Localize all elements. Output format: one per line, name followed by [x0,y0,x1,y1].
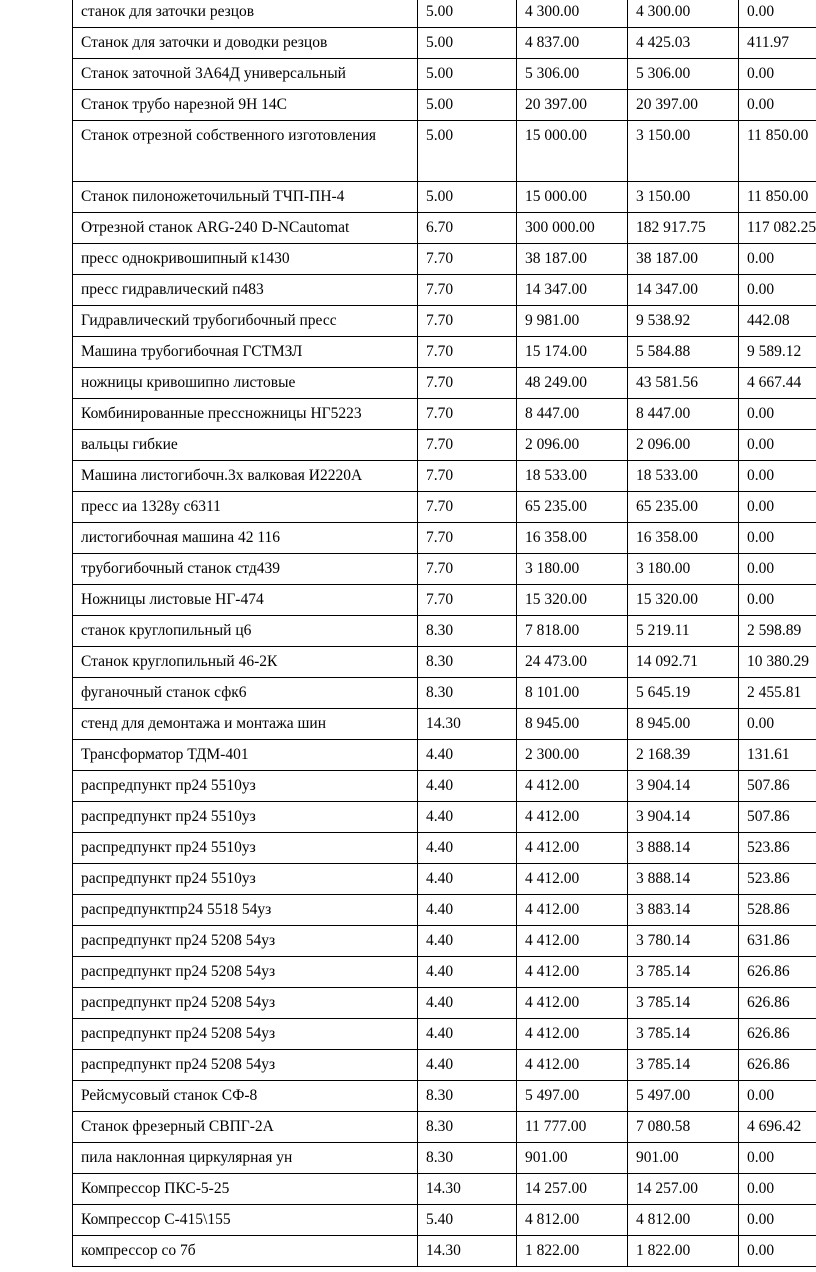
residual-value-cell: 626.86 [739,988,816,1019]
asset-name-cell: Станок для заточки и доводки резцов [73,28,418,59]
initial-cost-cell: 4 837.00 [517,28,628,59]
table-row [73,306,816,337]
table-row [73,678,816,709]
initial-cost-cell: 18 533.00 [517,461,628,492]
asset-name-cell: распредпункт пр24 5510уз [73,864,418,895]
asset-name-cell: листогибочная машина 42 116 [73,523,418,554]
depreciation-cell: 2 096.00 [628,430,739,461]
table-row [73,399,816,430]
table-row [73,461,816,492]
initial-cost-cell: 38 187.00 [517,244,628,275]
asset-name-cell: распредпункт пр24 5208 54уз [73,1019,418,1050]
asset-name-cell: компрессор со 7б [73,1236,418,1267]
table-row [73,213,816,244]
residual-value-cell: 0.00 [739,1236,816,1267]
rate-cell: 4.40 [418,771,517,802]
rate-cell: 7.70 [418,368,517,399]
depreciation-cell: 5 645.19 [628,678,739,709]
table-row [73,802,816,833]
rate-cell: 4.40 [418,802,517,833]
table-row [73,988,816,1019]
residual-value-cell: 0.00 [739,1205,816,1236]
initial-cost-cell: 2 096.00 [517,430,628,461]
rate-cell: 5.00 [418,90,517,121]
initial-cost-cell: 4 412.00 [517,957,628,988]
initial-cost-cell: 4 812.00 [517,1205,628,1236]
asset-name-cell: Машина трубогибочная ГСТМЗЛ [73,337,418,368]
depreciation-cell: 43 581.56 [628,368,739,399]
residual-value-cell: 11 850.00 [739,182,816,213]
initial-cost-cell: 4 412.00 [517,988,628,1019]
depreciation-cell: 14 347.00 [628,275,739,306]
residual-value-cell: 0.00 [739,59,816,90]
depreciation-cell: 8 945.00 [628,709,739,740]
depreciation-cell: 4 425.03 [628,28,739,59]
table-row [73,28,816,59]
initial-cost-cell: 5 306.00 [517,59,628,90]
initial-cost-cell: 11 777.00 [517,1112,628,1143]
table-row [73,492,816,523]
rate-cell: 5.00 [418,121,517,182]
initial-cost-cell: 4 412.00 [517,1019,628,1050]
rate-cell: 6.70 [418,213,517,244]
depreciation-cell: 3 785.14 [628,988,739,1019]
depreciation-cell: 20 397.00 [628,90,739,121]
initial-cost-cell: 8 101.00 [517,678,628,709]
depreciation-cell: 3 785.14 [628,1050,739,1081]
initial-cost-cell: 300 000.00 [517,213,628,244]
table-row [73,647,816,678]
rate-cell: 7.70 [418,554,517,585]
asset-name-cell: Машина листогибочн.3х валковая И2220А [73,461,418,492]
asset-name-cell: Станок фрезерный СВПГ-2А [73,1112,418,1143]
asset-name-cell: пила наклонная циркулярная ун [73,1143,418,1174]
residual-value-cell: 0.00 [739,461,816,492]
residual-value-cell: 0.00 [739,244,816,275]
residual-value-cell: 0.00 [739,90,816,121]
asset-name-cell: Отрезной станок ARG-240 D-NCautomat [73,213,418,244]
asset-name-cell: станок круглопильный ц6 [73,616,418,647]
depreciation-cell: 5 219.11 [628,616,739,647]
initial-cost-cell: 15 320.00 [517,585,628,616]
table-row [73,182,816,213]
table-row [73,1050,816,1081]
depreciation-cell: 8 447.00 [628,399,739,430]
residual-value-cell: 0.00 [739,585,816,616]
asset-name-cell: Станок круглопильный 46-2К [73,647,418,678]
depreciation-cell: 2 168.39 [628,740,739,771]
rate-cell: 4.40 [418,988,517,1019]
table-row [73,957,816,988]
residual-value-cell: 0.00 [739,709,816,740]
table-row [73,244,816,275]
depreciation-cell: 3 888.14 [628,864,739,895]
rate-cell: 8.30 [418,1112,517,1143]
asset-name-cell: стенд для демонтажа и монтажа шин [73,709,418,740]
asset-name-cell: распредпунктпр24 5518 54уз [73,895,418,926]
table-row [73,1174,816,1205]
depreciation-cell: 3 785.14 [628,1019,739,1050]
residual-value-cell: 4 696.42 [739,1112,816,1143]
rate-cell: 14.30 [418,709,517,740]
residual-value-cell: 9 589.12 [739,337,816,368]
rate-cell: 4.40 [418,740,517,771]
depreciation-cell: 5 584.88 [628,337,739,368]
rate-cell: 14.30 [418,1236,517,1267]
depreciation-cell: 3 888.14 [628,833,739,864]
asset-name-cell: Компрессор С-415\155 [73,1205,418,1236]
asset-name-cell: Станок отрезной собственного изготовления [73,121,418,182]
table-row [73,864,816,895]
initial-cost-cell: 7 818.00 [517,616,628,647]
rate-cell: 7.70 [418,430,517,461]
initial-cost-cell: 9 981.00 [517,306,628,337]
rate-cell: 4.40 [418,926,517,957]
rate-cell: 4.40 [418,957,517,988]
residual-value-cell: 11 850.00 [739,121,816,182]
initial-cost-cell: 4 300.00 [517,0,628,28]
initial-cost-cell: 15 000.00 [517,182,628,213]
table-row [73,1143,816,1174]
residual-value-cell: 507.86 [739,802,816,833]
depreciation-cell: 3 780.14 [628,926,739,957]
rate-cell: 14.30 [418,1174,517,1205]
asset-name-cell: Комбинированные прессножницы НГ5223 [73,399,418,430]
depreciation-cell: 65 235.00 [628,492,739,523]
residual-value-cell: 0.00 [739,399,816,430]
depreciation-cell: 15 320.00 [628,585,739,616]
initial-cost-cell: 20 397.00 [517,90,628,121]
residual-value-cell: 0.00 [739,0,816,28]
fixed-assets-table [72,0,816,1267]
depreciation-cell: 16 358.00 [628,523,739,554]
initial-cost-cell: 4 412.00 [517,771,628,802]
initial-cost-cell: 8 945.00 [517,709,628,740]
residual-value-cell: 626.86 [739,957,816,988]
initial-cost-cell: 4 412.00 [517,833,628,864]
depreciation-cell: 1 822.00 [628,1236,739,1267]
residual-value-cell: 442.08 [739,306,816,337]
rate-cell: 5.00 [418,28,517,59]
residual-value-cell: 117 082.25 [739,213,816,244]
residual-value-cell: 523.86 [739,833,816,864]
initial-cost-cell: 2 300.00 [517,740,628,771]
table-row [73,368,816,399]
depreciation-cell: 18 533.00 [628,461,739,492]
table-row [73,59,816,90]
asset-name-cell: распредпункт пр24 5208 54уз [73,926,418,957]
initial-cost-cell: 4 412.00 [517,926,628,957]
table-row [73,121,816,182]
asset-name-cell: Станок пилоножеточильный ТЧП-ПН-4 [73,182,418,213]
initial-cost-cell: 901.00 [517,1143,628,1174]
asset-name-cell: Станок трубо нарезной 9Н 14С [73,90,418,121]
asset-name-cell: пресс гидравлический п483 [73,275,418,306]
depreciation-cell: 3 785.14 [628,957,739,988]
initial-cost-cell: 24 473.00 [517,647,628,678]
depreciation-cell: 5 497.00 [628,1081,739,1112]
table-row [73,771,816,802]
rate-cell: 4.40 [418,833,517,864]
asset-name-cell: распредпункт пр24 5510уз [73,833,418,864]
rate-cell: 4.40 [418,1019,517,1050]
asset-name-cell: пресс однокривошипный к1430 [73,244,418,275]
rate-cell: 7.70 [418,306,517,337]
rate-cell: 7.70 [418,244,517,275]
depreciation-cell: 3 883.14 [628,895,739,926]
initial-cost-cell: 65 235.00 [517,492,628,523]
initial-cost-cell: 4 412.00 [517,864,628,895]
residual-value-cell: 507.86 [739,771,816,802]
depreciation-cell: 901.00 [628,1143,739,1174]
table-row [73,709,816,740]
depreciation-cell: 182 917.75 [628,213,739,244]
residual-value-cell: 528.86 [739,895,816,926]
depreciation-cell: 4 812.00 [628,1205,739,1236]
asset-name-cell: Ножницы листовые НГ-474 [73,585,418,616]
asset-name-cell: Станок заточной 3А64Д универсальный [73,59,418,90]
table-row [73,895,816,926]
table-row [73,1019,816,1050]
rate-cell: 7.70 [418,492,517,523]
table-row [73,337,816,368]
residual-value-cell: 4 667.44 [739,368,816,399]
table-row [73,1205,816,1236]
residual-value-cell: 411.97 [739,28,816,59]
rate-cell: 8.30 [418,678,517,709]
residual-value-cell: 0.00 [739,1174,816,1205]
residual-value-cell: 626.86 [739,1050,816,1081]
rate-cell: 8.30 [418,647,517,678]
residual-value-cell: 0.00 [739,554,816,585]
rate-cell: 4.40 [418,895,517,926]
asset-name-cell: распредпункт пр24 5510уз [73,771,418,802]
depreciation-cell: 4 300.00 [628,0,739,28]
rate-cell: 5.00 [418,0,517,28]
residual-value-cell: 626.86 [739,1019,816,1050]
table-row [73,523,816,554]
rate-cell: 4.40 [418,864,517,895]
residual-value-cell: 131.61 [739,740,816,771]
asset-name-cell: ножницы кривошипно листовые [73,368,418,399]
asset-name-cell: распредпункт пр24 5208 54уз [73,1050,418,1081]
depreciation-cell: 14 092.71 [628,647,739,678]
initial-cost-cell: 15 000.00 [517,121,628,182]
initial-cost-cell: 14 257.00 [517,1174,628,1205]
asset-name-cell: Рейсмусовый станок СФ-8 [73,1081,418,1112]
initial-cost-cell: 4 412.00 [517,895,628,926]
rate-cell: 5.00 [418,182,517,213]
rate-cell: 8.30 [418,1081,517,1112]
table-row [73,90,816,121]
initial-cost-cell: 3 180.00 [517,554,628,585]
rate-cell: 5.40 [418,1205,517,1236]
residual-value-cell: 2 455.81 [739,678,816,709]
initial-cost-cell: 5 497.00 [517,1081,628,1112]
rate-cell: 8.30 [418,616,517,647]
rate-cell: 7.70 [418,461,517,492]
depreciation-cell: 3 904.14 [628,802,739,833]
asset-name-cell: вальцы гибкие [73,430,418,461]
asset-name-cell: фуганочный станок сфк6 [73,678,418,709]
table-row [73,275,816,306]
table-row [73,740,816,771]
table-row [73,585,816,616]
residual-value-cell: 0.00 [739,275,816,306]
residual-value-cell: 0.00 [739,523,816,554]
table-row [73,926,816,957]
depreciation-cell: 38 187.00 [628,244,739,275]
asset-name-cell: Компрессор ПКС-5-25 [73,1174,418,1205]
asset-name-cell: распредпункт пр24 5510уз [73,802,418,833]
depreciation-cell: 3 904.14 [628,771,739,802]
asset-name-cell: распредпункт пр24 5208 54уз [73,988,418,1019]
rate-cell: 4.40 [418,1050,517,1081]
initial-cost-cell: 4 412.00 [517,802,628,833]
depreciation-cell: 3 150.00 [628,182,739,213]
table-body [73,0,816,1267]
initial-cost-cell: 4 412.00 [517,1050,628,1081]
rate-cell: 7.70 [418,399,517,430]
depreciation-cell: 14 257.00 [628,1174,739,1205]
rate-cell: 7.70 [418,585,517,616]
rate-cell: 7.70 [418,523,517,554]
asset-name-cell: станок для заточки резцов [73,0,418,28]
rate-cell: 7.70 [418,275,517,306]
initial-cost-cell: 15 174.00 [517,337,628,368]
table-row [73,833,816,864]
asset-name-cell: Трансформатор ТДМ-401 [73,740,418,771]
rate-cell: 8.30 [418,1143,517,1174]
depreciation-cell: 9 538.92 [628,306,739,337]
depreciation-cell: 3 180.00 [628,554,739,585]
depreciation-cell: 3 150.00 [628,121,739,182]
table-row [73,1081,816,1112]
asset-name-cell: распредпункт пр24 5208 54уз [73,957,418,988]
initial-cost-cell: 16 358.00 [517,523,628,554]
residual-value-cell: 0.00 [739,1081,816,1112]
table-row [73,1112,816,1143]
asset-name-cell: Гидравлический трубогибочный пресс [73,306,418,337]
residual-value-cell: 631.86 [739,926,816,957]
rate-cell: 7.70 [418,337,517,368]
residual-value-cell: 0.00 [739,1143,816,1174]
initial-cost-cell: 14 347.00 [517,275,628,306]
depreciation-cell: 7 080.58 [628,1112,739,1143]
residual-value-cell: 2 598.89 [739,616,816,647]
table-row [73,554,816,585]
table-row [73,0,816,28]
residual-value-cell: 0.00 [739,492,816,523]
table-row [73,1236,816,1267]
table-row [73,616,816,647]
asset-name-cell: пресс иа 1328у с6311 [73,492,418,523]
residual-value-cell: 10 380.29 [739,647,816,678]
asset-name-cell: трубогибочный станок стд439 [73,554,418,585]
table-row [73,430,816,461]
residual-value-cell: 523.86 [739,864,816,895]
initial-cost-cell: 1 822.00 [517,1236,628,1267]
initial-cost-cell: 8 447.00 [517,399,628,430]
depreciation-cell: 5 306.00 [628,59,739,90]
rate-cell: 5.00 [418,59,517,90]
residual-value-cell: 0.00 [739,430,816,461]
initial-cost-cell: 48 249.00 [517,368,628,399]
